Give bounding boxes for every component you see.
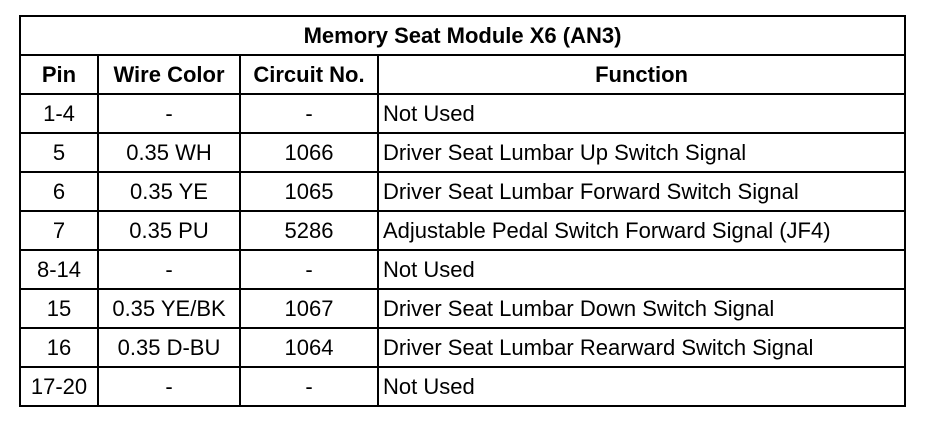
table-row <box>20 250 905 289</box>
pin-cell: 7 <box>20 211 98 250</box>
function-cell: Driver Seat Lumbar Forward Switch Signal <box>378 172 905 211</box>
wire-color-cell: 0.35 YE/BK <box>98 289 240 328</box>
connector-pinout-table <box>19 15 906 407</box>
function-cell: Not Used <box>378 250 905 289</box>
function-cell: Driver Seat Lumbar Up Switch Signal <box>378 133 905 172</box>
header-pin: Pin <box>20 55 98 94</box>
pin-cell: 5 <box>20 133 98 172</box>
wire-color-cell: 0.35 PU <box>98 211 240 250</box>
circuit-cell: 1065 <box>240 172 378 211</box>
pin-cell: 8-14 <box>20 250 98 289</box>
table-row <box>20 367 905 406</box>
pin-cell: 1-4 <box>20 94 98 133</box>
table-title-row <box>20 16 905 55</box>
circuit-cell: - <box>240 250 378 289</box>
circuit-cell: 1064 <box>240 328 378 367</box>
table-row <box>20 211 905 250</box>
table-title: Memory Seat Module X6 (AN3) <box>20 16 905 55</box>
function-cell: Driver Seat Lumbar Down Switch Signal <box>378 289 905 328</box>
circuit-cell: 5286 <box>240 211 378 250</box>
wire-color-cell: - <box>98 94 240 133</box>
wire-color-cell: - <box>98 367 240 406</box>
wire-color-cell: 0.35 D-BU <box>98 328 240 367</box>
function-cell: Not Used <box>378 367 905 406</box>
header-circuit-no: Circuit No. <box>240 55 378 94</box>
pin-cell: 17-20 <box>20 367 98 406</box>
circuit-cell: - <box>240 94 378 133</box>
circuit-cell: 1066 <box>240 133 378 172</box>
table-header-row <box>20 55 905 94</box>
wire-color-cell: 0.35 YE <box>98 172 240 211</box>
function-cell: Not Used <box>378 94 905 133</box>
wire-color-cell: - <box>98 250 240 289</box>
pin-cell: 15 <box>20 289 98 328</box>
table-row <box>20 133 905 172</box>
function-cell: Driver Seat Lumbar Rearward Switch Signal <box>378 328 905 367</box>
function-cell: Adjustable Pedal Switch Forward Signal (JF4) <box>378 211 905 250</box>
wire-color-cell: 0.35 WH <box>98 133 240 172</box>
pin-cell: 16 <box>20 328 98 367</box>
table-row <box>20 172 905 211</box>
table-row <box>20 328 905 367</box>
pin-cell: 6 <box>20 172 98 211</box>
circuit-cell: 1067 <box>240 289 378 328</box>
table-row <box>20 94 905 133</box>
header-function: Function <box>378 55 905 94</box>
table-row <box>20 289 905 328</box>
circuit-cell: - <box>240 367 378 406</box>
header-wire-color: Wire Color <box>98 55 240 94</box>
